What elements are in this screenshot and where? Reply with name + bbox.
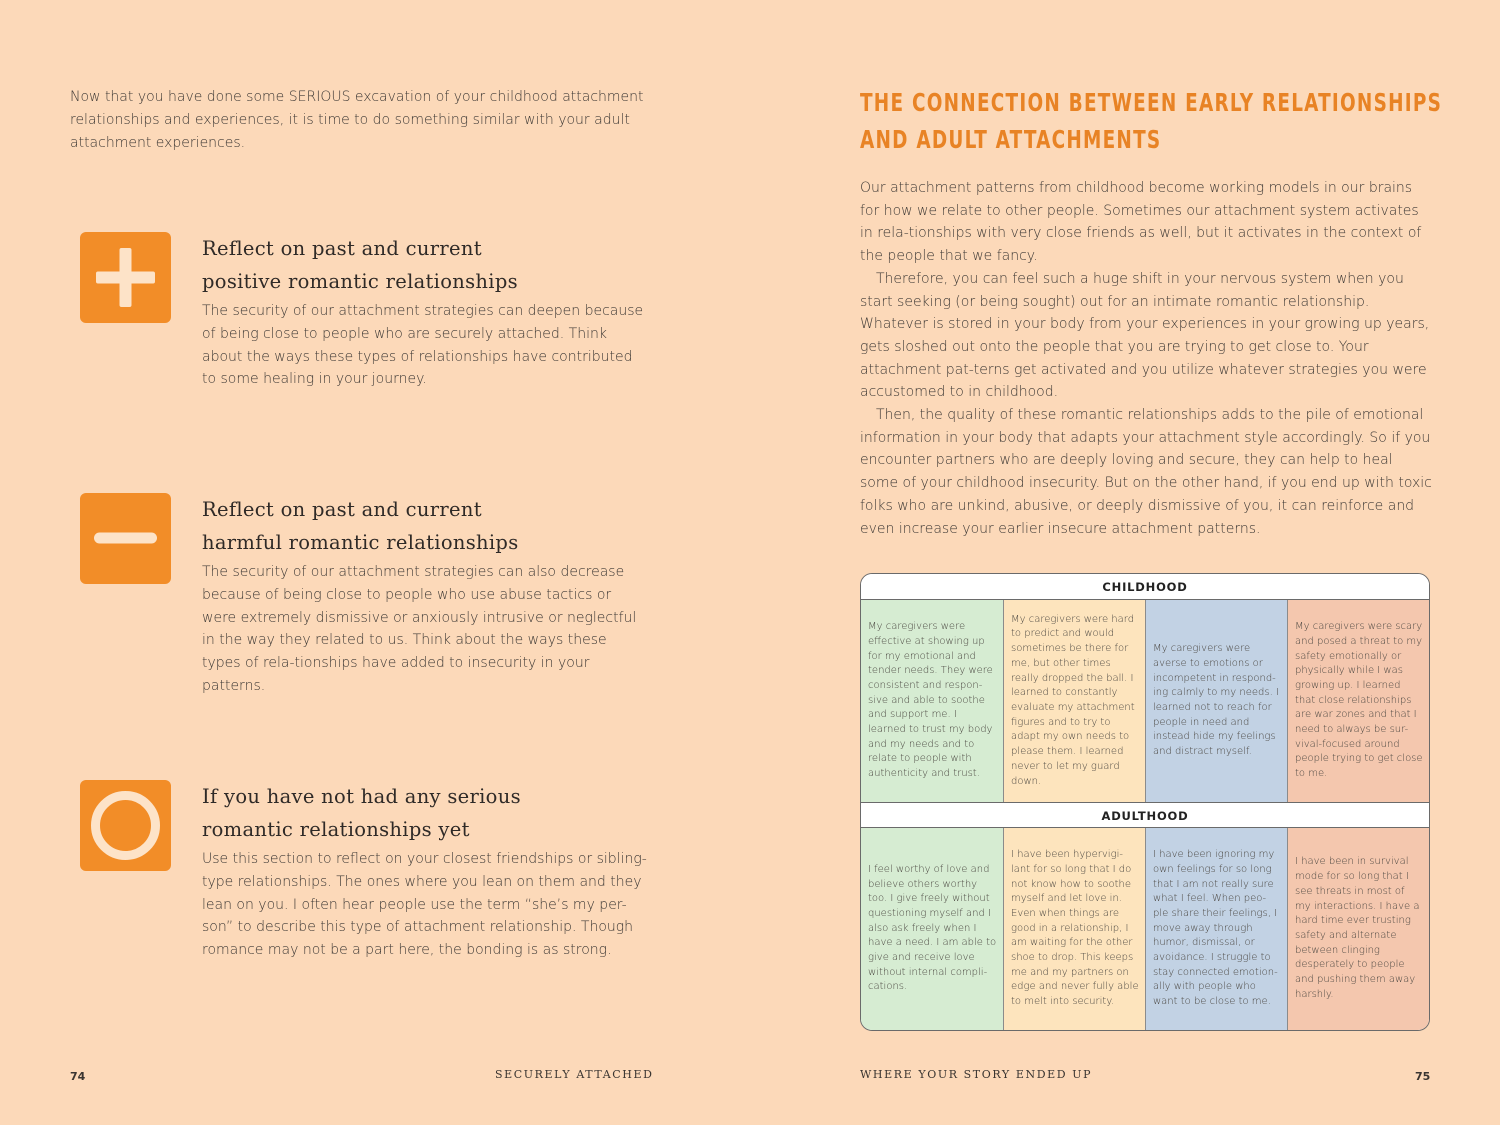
adulthood-header: ADULTHOOD <box>861 802 1429 828</box>
block-title: If you have not had any serious romantic relationships yet <box>202 785 521 841</box>
minus-icon <box>80 493 171 584</box>
section-heading: THE CONNECTION BETWEEN EARLY RELATIONSHIPS AND ADULT ATTACHMENTS <box>860 88 1443 154</box>
block-title: Reflect on past and current harmful romantic relationships <box>202 498 519 554</box>
page-number-left: 74 <box>70 1070 86 1083</box>
table-cell-anxious: My caregivers were hard to predict and would sometimes be there for me, but other times really dropped the ball. I learned to constantly evaluate my attachment figures and to try to adapt my own needs to please them. I learned never to let my guard down. <box>1003 600 1145 802</box>
paragraph: Our attachment patterns from childhood become working models in our brains for how we relate to other people. Sometimes our attachment system activates in rela-tionships with very close friends as well, but it activates in the context of the people that we fancy. <box>860 180 1422 265</box>
block-title: Reflect on past and current positive romantic relationships <box>202 237 518 293</box>
childhood-header: CHILDHOOD <box>861 574 1429 600</box>
adulthood-row <box>861 828 1429 1030</box>
paragraph: Therefore, you can feel such a huge shift in your nervous system when you start seeking (or being sought) out for an intimate romantic relationship. Whatever is stored in your body from your experiences in your growing up years, gets sloshed out onto the people that you are trying to get close to. Your attachment pat-terns get activated and you utilize whatever strategies you were accustomed to in childhood. <box>860 270 1430 401</box>
table-cell-anxious: I have been hypervigi-lant for so long that I do not know how to soothe myself and let love in. Even when things are good in a relationship, I am waiting for the other shoe to drop. This keeps me and my partners on edge and never fully able to melt into security. <box>1003 828 1145 1030</box>
plus-icon <box>80 232 171 323</box>
table-cell-secure: My caregivers were effective at showing up for my emotional and tender needs. They were consistent and respon-sive and able to soothe and support me. I learned to trust my body and my needs and to relate to people with authenticity and trust. <box>861 600 1003 802</box>
table-cell-avoidant: My caregivers were averse to emotions or incompetent in respond-ing calmly to my needs. I learned not to reach for people in need and instead hide my feelings and distract myself. <box>1145 600 1287 802</box>
block-text: The security of our attachment strategies can deepen because of being close to people who are securely attached. Think about the ways these types of relationships have contributed to some healing in your journey. <box>202 303 644 388</box>
table-cell-disorganized: I have been in survival mode for so long that I see threats in most of my interactions. I have a hard time ever trusting safety and alternate between clinging desperately to people and pushing them away harshly. <box>1287 828 1429 1030</box>
block-text: The security of our attachment strategies can also decrease because of being close to people who use abuse tactics or were extremely dismissive or anxiously intrusive or neglectful in the way they related to us. Think about the ways these types of rela-tionships have added to insecurity in your patterns. <box>202 564 637 694</box>
circle-icon <box>80 780 171 871</box>
block-text: Use this section to reflect on your closest friendships or sibling-type relationships. The ones where you lean on them and they lean on you. I often hear people use the term “she’s my per-son” to describe this type of attachment relationship. Though romance may not be a part here, the bonding is as strong. <box>202 851 647 959</box>
running-head-right: WHERE YOUR STORY ENDED UP <box>860 1068 1093 1081</box>
table-cell-avoidant: I have been ignoring my own feelings for so long that I am not really sure what I feel. When peo-ple share their feelings, I move away through humor, dismissal, or avoidance. I struggle to stay connected emotion-ally with people who want to be close to me. <box>1145 828 1287 1030</box>
paragraph: Then, the quality of these romantic relationships adds to the pile of emotional information in your body that adapts your attachment style accordingly. So if you encounter partners who are deeply loving and secure, they can help to heal some of your childhood insecurity. But on the other hand, if you end up with toxic folks who are unkind, abusive, or deeply dismissive of you, it can reinforce and even increase your earlier insecure attachment patterns. <box>860 407 1432 537</box>
table-cell-secure: I feel worthy of love and believe others worthy too. I give freely without questioning myself and I also ask freely when I have a need. I am able to give and receive love without internal compli-cations. <box>861 828 1003 1030</box>
running-head-left: SECURELY ATTACHED <box>495 1068 654 1081</box>
intro-text: Now that you have done some SERIOUS excavation of your childhood attachment relationships and experiences, it is time to do something similar with your adult attachment experiences. <box>70 89 644 151</box>
body-text <box>860 177 1432 540</box>
right-page <box>750 0 1500 1125</box>
attachment-table <box>860 573 1430 1031</box>
page-number-right: 75 <box>1415 1070 1431 1083</box>
table-cell-disorganized: My caregivers were scary and posed a threat to my safety emotionally or physically while I was growing up. I learned that close relationships are war zones and that I need to always be sur-vival-focused around people trying to get close to me. <box>1287 600 1429 802</box>
childhood-row <box>861 600 1429 802</box>
